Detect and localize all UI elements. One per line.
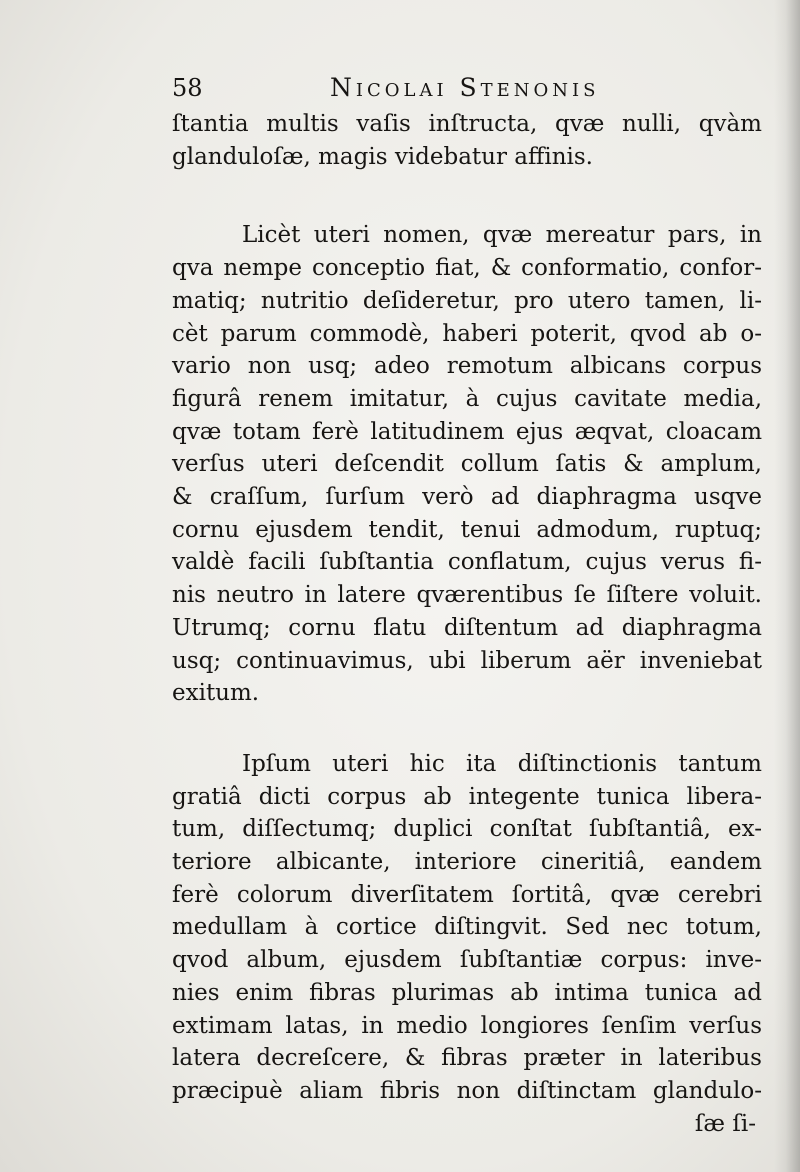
- text-line: valdè facili ſubſtantia conflatum, cujus verus fi-: [172, 549, 762, 576]
- text-line: Ipſum uteri hic ita diſtinctionis tantum: [242, 750, 762, 777]
- text-line: extimam latas, in medio longiores ſenſim verſus: [172, 1012, 762, 1039]
- text-line: qvod album, ejusdem ſubſtantiæ corpus: inve-: [172, 947, 762, 974]
- text-line: figurâ renem imitatur, à cujus cavitate media,: [172, 385, 762, 412]
- text-line: nies enim fibras plurimas ab intima tunica ad: [172, 979, 762, 1006]
- text-line: cornu ejusdem tendit, tenui admodum, ruptuq;: [172, 516, 762, 543]
- text-line: nis neutro in latere qværentibus ſe ſiſtere voluit.: [172, 582, 762, 609]
- text-line: Utrumq; cornu flatu diſtentum ad diaphragma: [172, 614, 762, 641]
- page-gutter-shadow: [774, 0, 800, 1172]
- running-head: [172, 68, 762, 108]
- text-line: glanduloſæ, magis videbatur affinis.: [172, 143, 593, 170]
- text-line: exitum.: [172, 680, 260, 707]
- catchword: ſæ ſi-: [694, 1110, 756, 1137]
- text-line: medullam à cortice diſtingvit. Sed nec totum,: [172, 914, 762, 941]
- text-line: verſus uteri deſcendit collum ſatis & amplum,: [172, 451, 762, 478]
- text-line: & craſſum, ſurſum verò ad diaphragma usqve: [172, 484, 762, 511]
- paragraph-2: [172, 219, 762, 710]
- text-line: cèt parum commodè, haberi poterit, qvod ab o-: [172, 320, 762, 347]
- text-line: tum, diſſectumq; duplici conſtat ſubſtantiâ, ex-: [172, 816, 762, 843]
- paragraph-spacer: [172, 710, 762, 748]
- text-line: usq; continuavimus, ubi liberum aër inveniebat: [172, 647, 762, 674]
- text-line: ferè colorum diverſitatem ſortitâ, qvæ cerebri: [172, 881, 762, 908]
- paragraph-1: [172, 108, 762, 173]
- text-line: gratiâ dicti corpus ab integente tunica libera-: [172, 783, 762, 810]
- paragraph-spacer: [172, 173, 762, 219]
- text-line: ſtantia multis vaſis inſtructa, qvæ nulli, qvàm: [172, 111, 762, 137]
- text-line: matiq; nutritio deſideretur, pro utero tamen, li-: [172, 287, 762, 314]
- header-title: Nicolai Stenonis: [330, 73, 600, 102]
- body-text: [172, 108, 762, 1140]
- text-line: qva nempe conceptio fiat, & conformatio, confor-: [172, 255, 762, 282]
- page-number: 58: [172, 74, 203, 102]
- paragraph-3: [172, 748, 762, 1108]
- text-line: teriore albicante, interiore cineritiâ, eandem: [172, 849, 762, 876]
- text-line: Licèt uteri nomen, qvæ mereatur pars, in: [242, 222, 762, 249]
- text-line: qvæ totam ferè latitudinem ejus æqvat, cloacam: [172, 418, 762, 445]
- text-block: [172, 68, 762, 1140]
- text-line: præcipuè aliam fibris non diſtinctam glandulo-: [172, 1077, 762, 1104]
- text-line: latera decreſcere, & fibras præter in lateribus: [172, 1045, 762, 1072]
- text-line: vario non usq; adeo remotum albicans corpus: [172, 353, 762, 380]
